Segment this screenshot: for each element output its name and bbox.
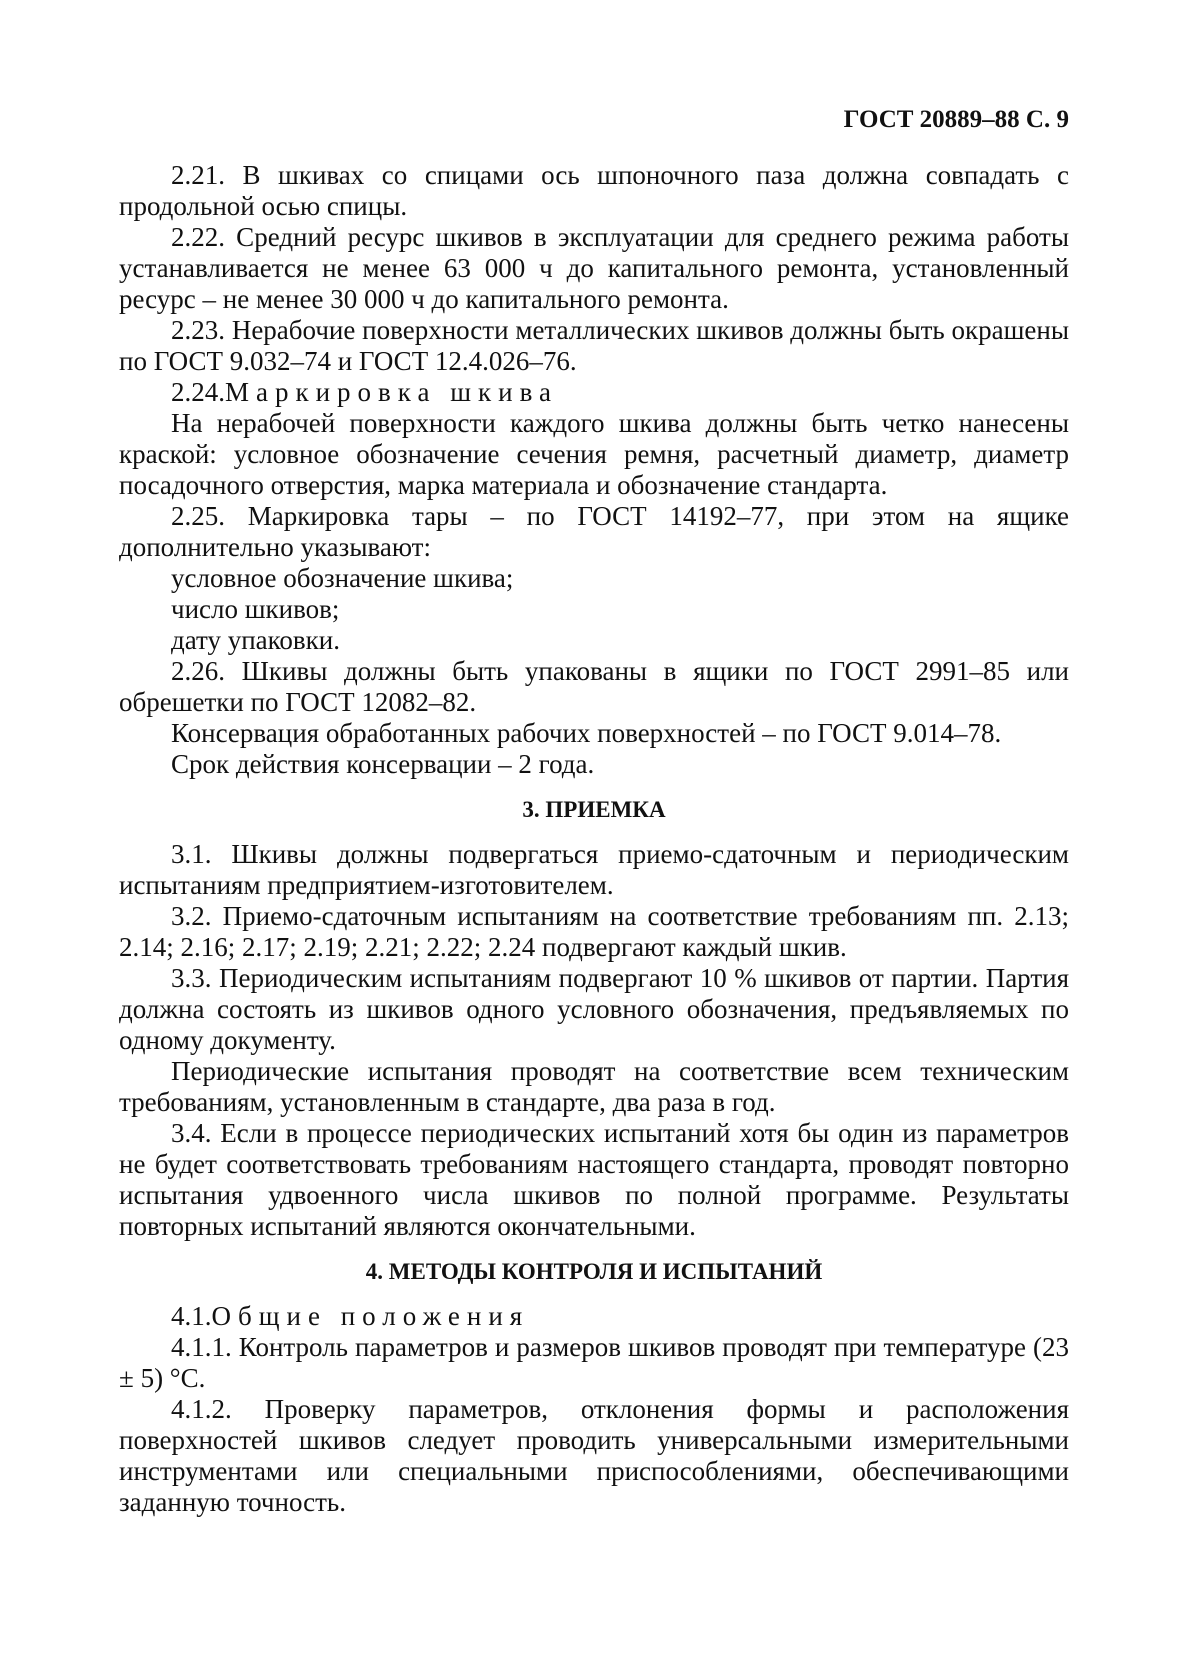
list-item: число шкивов; [171, 594, 340, 624]
section-3-title: 3. ПРИЕМКА [522, 797, 666, 822]
clause-4-1-title: Общие положения [211, 1301, 530, 1331]
clause-2-26-term: Срок действия консервации – 2 года. [171, 749, 595, 779]
clause-3-3-periodic: Периодические испытания проводят на соответствие всем техническим требованиям, установленным в стандарте, два раза в год. [119, 1056, 1069, 1117]
clause-2-24-number: 2.24. [171, 377, 225, 407]
clause-3-4: 3.4. Если в процессе периодических испытаний хотя бы один из параметров не будет соответствовать требованиям настоящего стандарта, проводят повторно испытания удвоенного числа шкивов по полной программе. Результаты повторных испытаний являются окончательными. [119, 1118, 1069, 1241]
clause-2-25: 2.25. Маркировка тары – по ГОСТ 14192–77, при этом на ящике дополнительно указывают: [119, 501, 1069, 562]
clause-2-23: 2.23. Нерабочие поверхности металлических шкивов должны быть окрашены по ГОСТ 9.032–74 и ГОСТ 12.4.026–76. [119, 315, 1069, 376]
clause-2-26-preservation: Консервация обработанных рабочих поверхностей – по ГОСТ 9.014–78. [171, 718, 1002, 748]
clause-2-21: 2.21. В шкивах со спицами ось шпоночного паза должна совпадать с продольной осью спицы. [119, 160, 1069, 221]
clause-3-2: 3.2. Приемо-сдаточным испытаниям на соответствие требованиям пп. 2.13; 2.14; 2.16; 2.17; 2.19; 2.21; 2.22; 2.24 подвергают каждый шкив. [119, 901, 1069, 962]
document-body [119, 160, 1069, 1518]
clause-2-26: 2.26. Шкивы должны быть упакованы в ящики по ГОСТ 2991–85 или обрешетки по ГОСТ 12082–82. [119, 656, 1069, 717]
clause-2-22: 2.22. Средний ресурс шкивов в эксплуатации для среднего режима работы устанавливается не менее 63 000 ч до капитального ремонта, установленный ресурс – не менее 30 000 ч до капитального ремонта. [119, 222, 1069, 314]
clause-3-1: 3.1. Шкивы должны подвергаться приемо-сдаточным и периодическим испытаниям предприятием-изготовителем. [119, 839, 1069, 900]
list-item: дату упаковки. [171, 625, 340, 655]
clause-2-24-heading [119, 377, 1069, 408]
list-item: условное обозначение шкива; [171, 563, 514, 593]
clause-2-24-text: На нерабочей поверхности каждого шкива должны быть четко нанесены краской: условное обозначение сечения ремня, расчетный диаметр, диаметр посадочного отверстия, марка материала и обозначение стандарта. [119, 408, 1069, 500]
clause-4-1-2: 4.1.2. Проверку параметров, отклонения формы и расположения поверхностей шкивов следует проводить универсальными измерительными инструментами или специальными приспособлениями, обеспечивающими заданную точность. [119, 1394, 1069, 1517]
section-4-title: 4. МЕТОДЫ КОНТРОЛЯ И ИСПЫТАНИЙ [365, 1259, 823, 1284]
clause-4-1-number: 4.1. [171, 1301, 212, 1331]
page-header: ГОСТ 20889–88 С. 9 [843, 106, 1069, 133]
clause-3-3: 3.3. Периодическим испытаниям подвергают 10 % шкивов от партии. Партия должна состоять из шкивов одного условного обозначения, предъявляемых по одному документу. [119, 963, 1069, 1055]
clause-4-1-1: 4.1.1. Контроль параметров и размеров шкивов проводят при температуре (23 ± 5) °С. [119, 1332, 1069, 1393]
clause-4-1-heading [119, 1301, 1069, 1332]
clause-2-24-title: Маркировка шкива [225, 377, 558, 407]
